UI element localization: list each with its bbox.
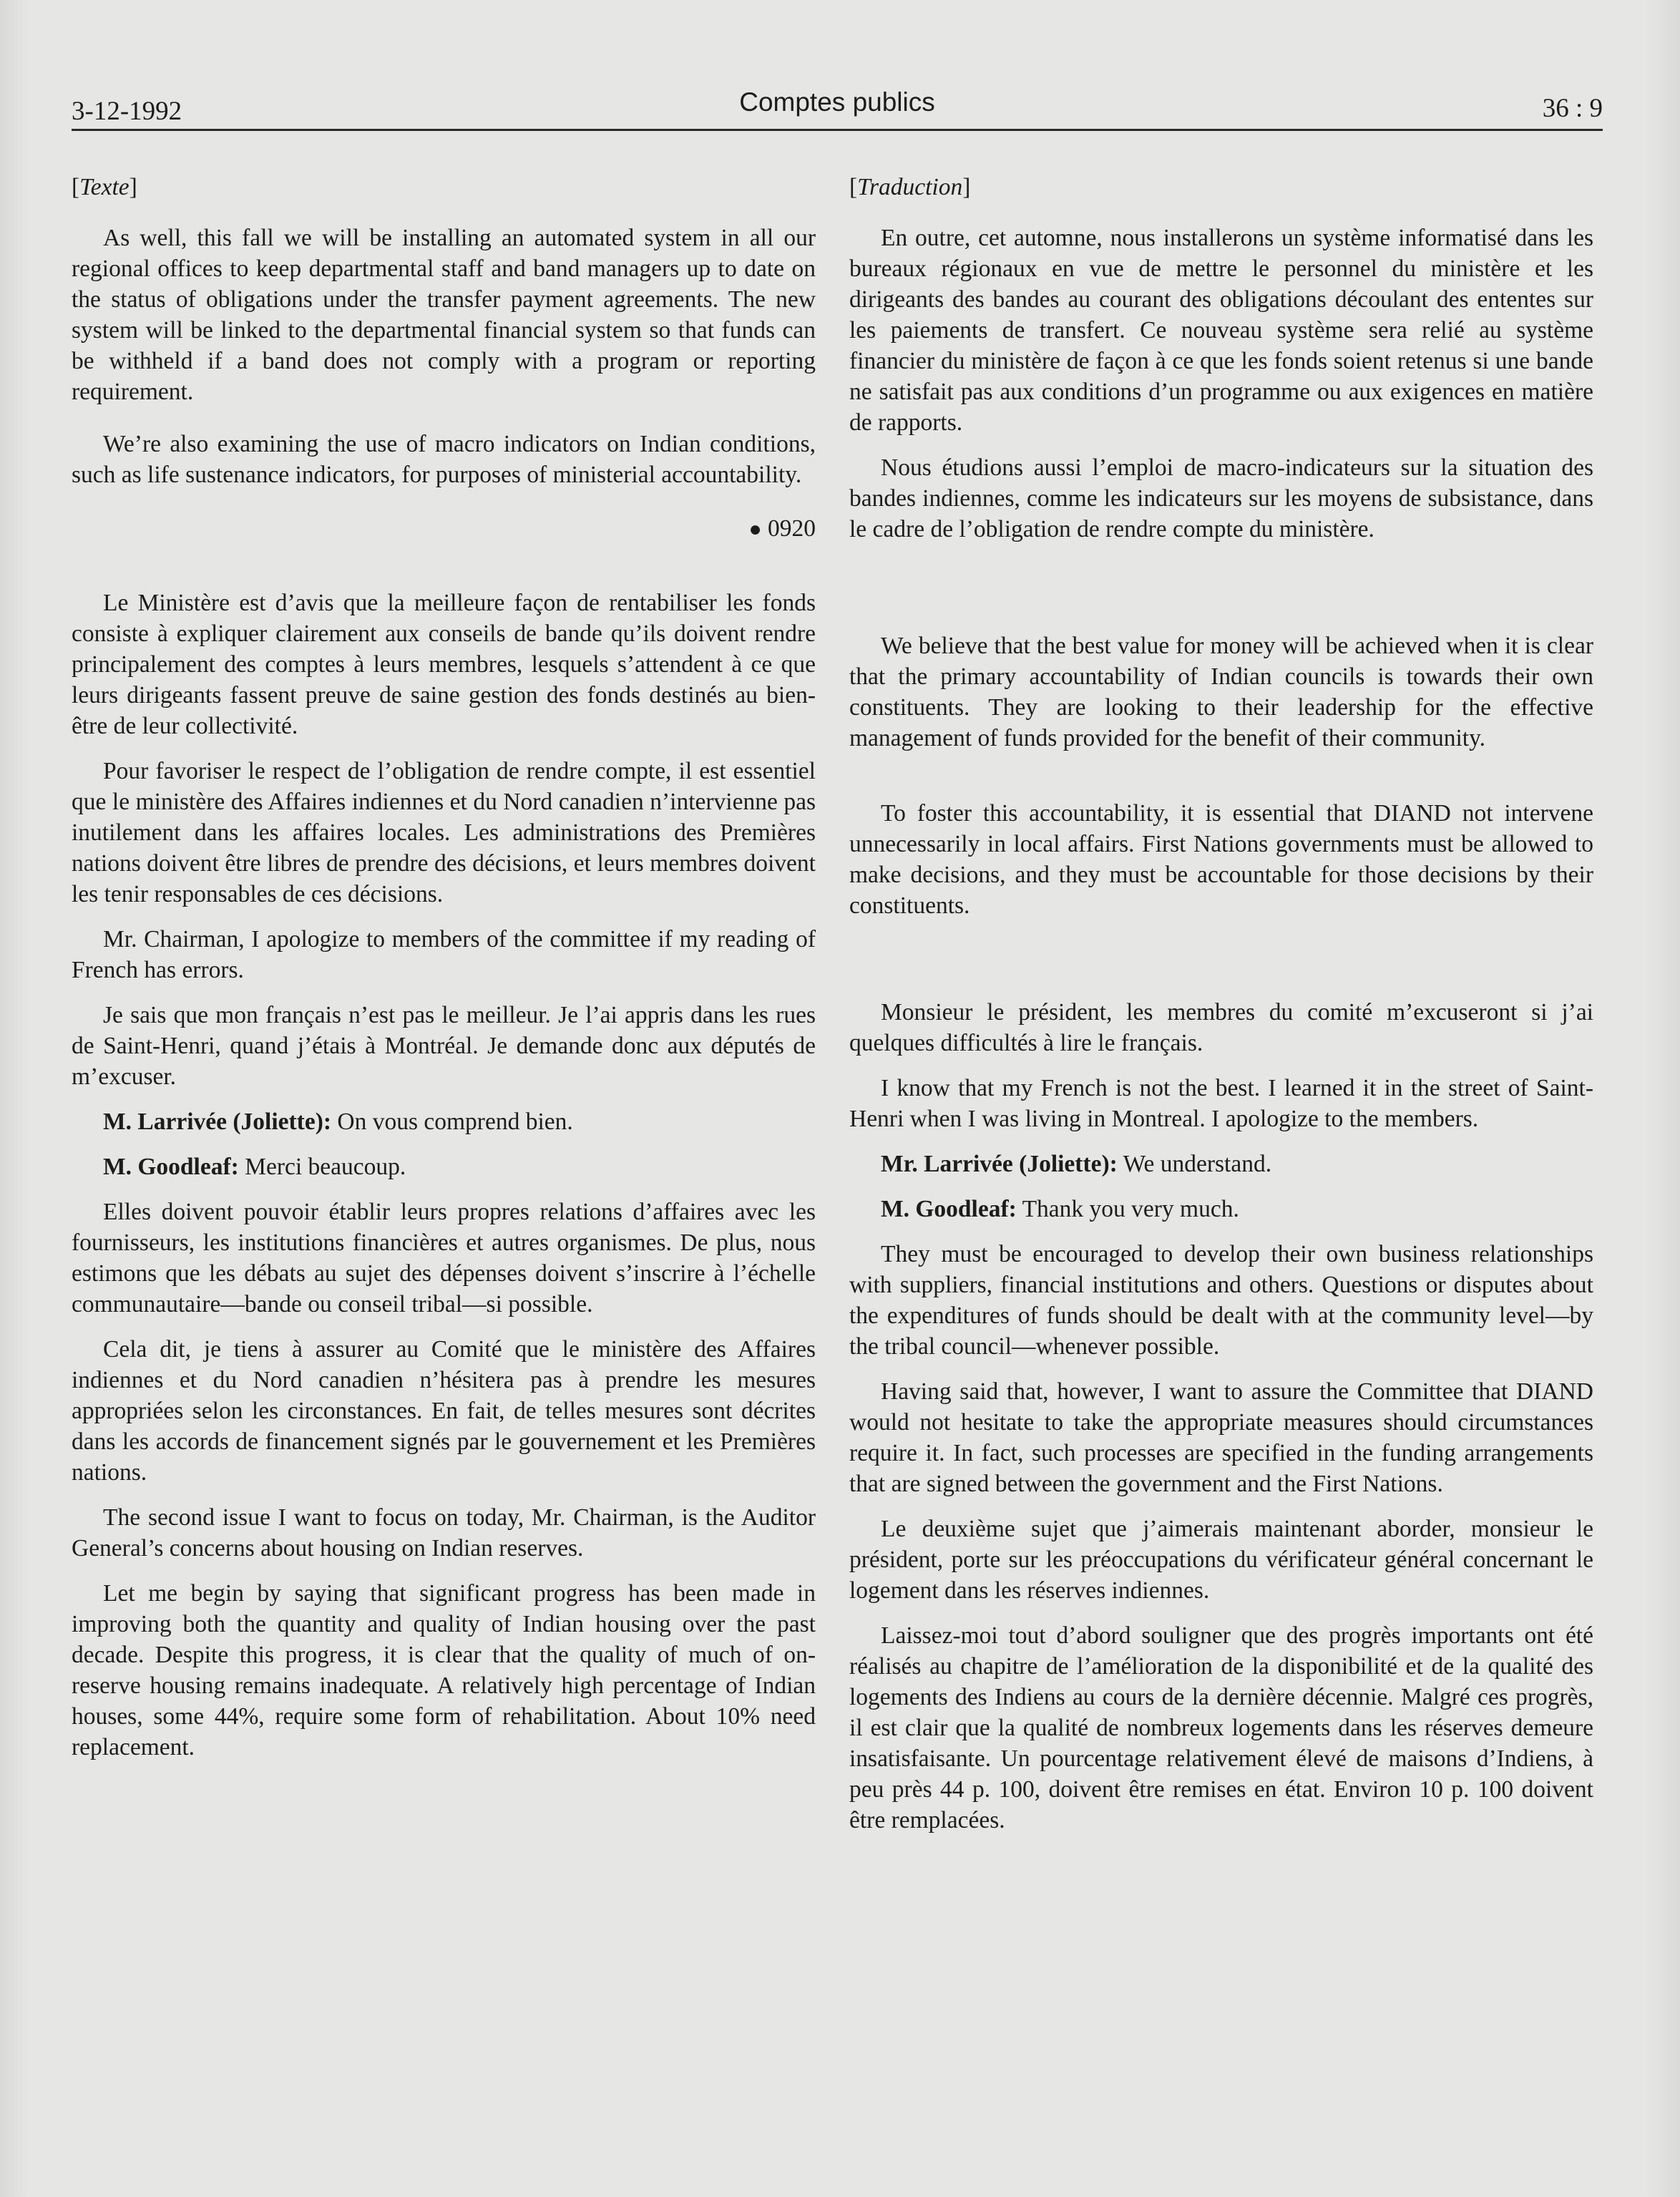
- page-number: 36 : 9: [1542, 94, 1603, 123]
- speaker-name: M. Goodleaf:: [881, 1196, 1017, 1222]
- paragraph: They must be encouraged to develop their own business relationships with suppliers, financial institutions and others. Questions or disputes about the expenditures of funds should be dealt with at the community level—by the tribal council—whenever possible.: [849, 1241, 1593, 1360]
- paragraph: We believe that the best value for money will be achieved when it is clear that the primary accountability of Indian councils is towards their own constituents. They are looking to their leadership for the effective management of funds provided for the benefit of their community.: [849, 633, 1593, 751]
- left-column: [72, 172, 816, 1763]
- page-header: [72, 84, 1603, 131]
- paragraph: Nous étudions aussi l’emploi de macro-indicateurs sur la situation des bandes indiennes, comme les indicateurs sur les moyens de subsistance, dans le cadre de l’obligation de rendre compte du ministère.: [849, 454, 1593, 542]
- paragraph: I know that my French is not the best. I learned it in the street of Saint-Henri when I was living in Montreal. I apologize to the members.: [849, 1075, 1593, 1132]
- bullet-icon: ●: [748, 517, 762, 541]
- paragraph: The second issue I want to focus on today, Mr. Chairman, is the Auditor General’s concerns about housing on Indian reserves.: [72, 1504, 816, 1562]
- paragraph: Mr. Chairman, I apologize to members of the committee if my reading of French has errors.: [72, 926, 816, 983]
- speaker-name: Mr. Larrivée (Joliette):: [881, 1151, 1118, 1177]
- paragraph: To foster this accountability, it is essential that DIAND not intervene unnecessarily in local affairs. First Nations governments must be allowed to make decisions, and they must be accountable for those decisions by their constituents.: [849, 800, 1593, 919]
- language-label: [Traduction]: [849, 174, 971, 200]
- speaker-paragraph: Mr. Larrivée (Joliette): We understand.: [881, 1151, 1272, 1177]
- paragraph: En outre, cet automne, nous installerons un système informatisé dans les bureaux régionaux en vue de mettre le personnel du ministère et les dirigeants des bandes au courant des obligations découlant des ententes sur les paiements de transfert. Ce nouveau système sera relié au système financier du ministère de façon à ce que les fonds soient retenus si une bande ne satisfait pas aux conditions d’un programme ou aux exigences en matière de rapports.: [849, 225, 1593, 436]
- paragraph: Pour favoriser le respect de l’obligation de rendre compte, il est essentiel que le ministère des Affaires indiennes et du Nord canadien n’intervienne pas inutilement dans les affaires locales. Les administrations des Premières nations doivent être libres de prendre des décisions, et leurs membres doivent les tenir responsables de ces décisions.: [72, 758, 816, 907]
- header-title: Comptes publics: [739, 87, 935, 117]
- paragraph: Monsieur le président, les membres du comité m’excuseront si j’ai quelques difficultés à lire le français.: [849, 999, 1593, 1056]
- header-date: 3-12-1992: [72, 97, 182, 126]
- language-label: [Texte]: [72, 174, 137, 200]
- speaker-paragraph: M. Goodleaf: Thank you very much.: [881, 1196, 1239, 1222]
- speaker-name: M. Larrivée (Joliette):: [103, 1109, 332, 1135]
- paragraph: Le deuxième sujet que j’aimerais maintenant aborder, monsieur le président, porte sur les préoccupations du vérificateur général concernant le logement dans les réserves indiennes.: [849, 1516, 1593, 1604]
- paragraph: Let me begin by saying that significant progress has been made in improving both the quantity and quality of Indian housing over the past decade. Despite this progress, it is clear that the quality of much of on-reserve housing remains inadequate. A relatively high percentage of Indian houses, some 44%, require some form of rehabilitation. About 10% need replacement.: [72, 1580, 816, 1760]
- paragraph: Laissez-moi tout d’abord souligner que des progrès importants ont été réalisés au chapitre de l’amélioration de la disponibilité et de la qualité des logements des Indiens au cours de la dernière décennie. Malgré ces progrès, il est clair que la qualité de nombreux logements dans les réserves demeure insatisfaisante. Un pourcentage relativement élevé de maisons d’Indiens, à peu près 44 p. 100, doivent être remises en état. Environ 10 p. 100 doivent être remplacées.: [849, 1622, 1593, 1833]
- paragraph: Elles doivent pouvoir établir leurs propres relations d’affaires avec les fournisseurs, les institutions financières et autres organismes. De plus, nous estimons que les débats au sujet des dépenses doivent s’inscrire à l’échelle communautaire—bande ou conseil tribal—si possible.: [72, 1199, 816, 1317]
- speaker-paragraph: M. Larrivée (Joliette): On vous comprend bien.: [103, 1109, 573, 1135]
- paragraph: As well, this fall we will be installing an automated system in all our regional offices to keep departmental staff and band managers up to date on the status of obligations under the transfer payment agreements. The new system will be linked to the departmental financial system so that funds can be withheld if a band does not comply with a program or reporting requirement.: [72, 225, 816, 405]
- speaker-name: M. Goodleaf:: [103, 1154, 239, 1180]
- paragraph: Le Ministère est d’avis que la meilleure façon de rentabiliser les fonds consiste à expliquer clairement aux conseils de bande qu’ils doivent rendre principalement des comptes à leurs membres, lesquels s’attendent à ce que leurs dirigeants fassent preuve de saine gestion des fonds destinés au bien-être de leur collectivité.: [72, 590, 816, 739]
- paragraph: We’re also examining the use of macro indicators on Indian conditions, such as life sustenance indicators, for purposes of ministerial accountability.: [72, 431, 816, 488]
- timestamp: ● 0920: [748, 515, 816, 542]
- right-column: [849, 172, 1593, 1836]
- paragraph: Having said that, however, I want to assure the Committee that DIAND would not hesitate to take the appropriate measures should circumstances require it. In fact, such processes are specified in the funding arrangements that are signed between the government and the First Nations.: [849, 1378, 1593, 1497]
- paragraph: Cela dit, je tiens à assurer au Comité que le ministère des Affaires indiennes et du Nord canadien n’hésitera pas à prendre les mesures appropriées selon les circonstances. En fait, de telles mesures sont décrites dans les accords de financement signés par le gouvernement et les Premières nations.: [72, 1336, 816, 1486]
- paragraph: Je sais que mon français n’est pas le meilleur. Je l’ai appris dans les rues de Saint-Henri, quand j’étais à Montréal. Je demande donc aux députés de m’excuser.: [72, 1002, 816, 1090]
- speaker-paragraph: M. Goodleaf: Merci beaucoup.: [103, 1154, 406, 1180]
